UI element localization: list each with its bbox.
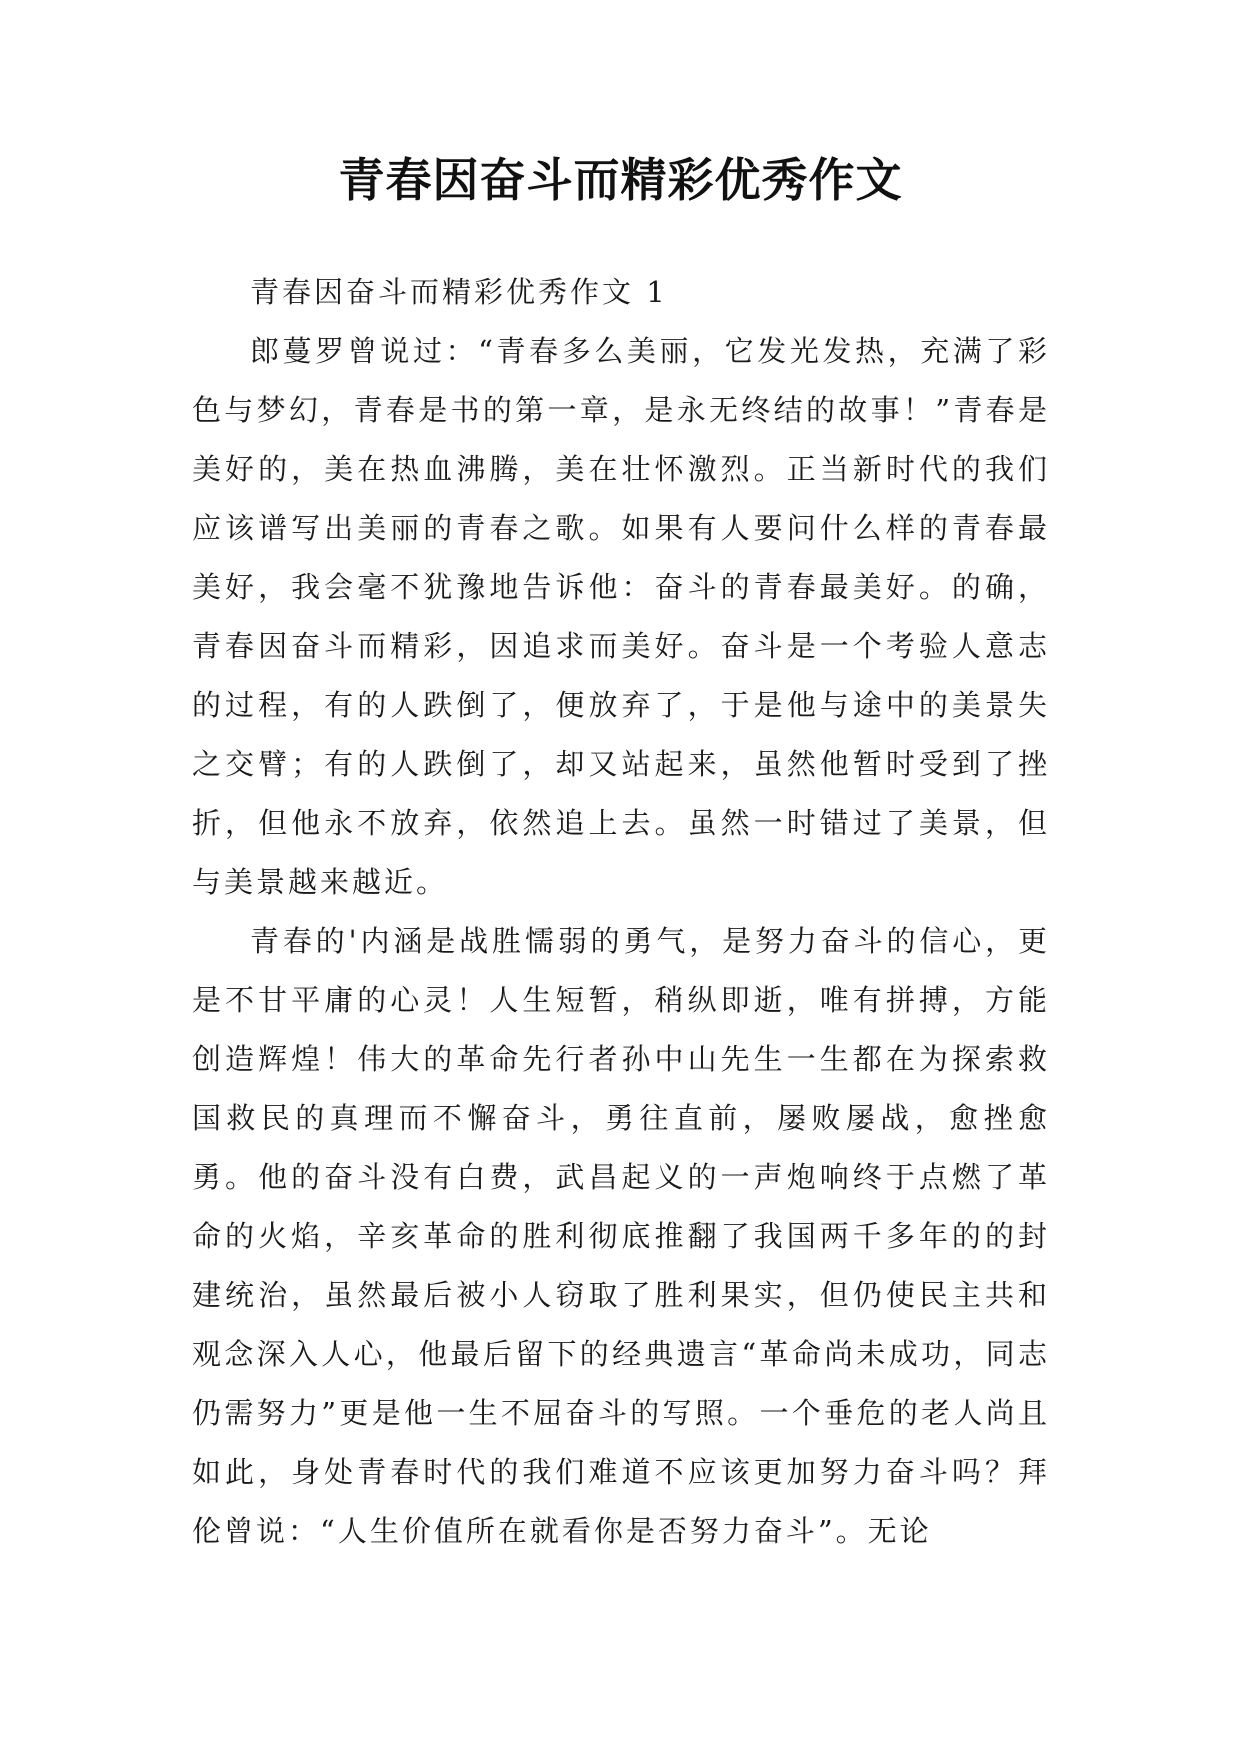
paragraph-2: 青春的'内涵是战胜懦弱的勇气，是努力奋斗的信心，更是不甘平庸的心灵！人生短暂，稍纵即逝，唯有拼搏，方能创造辉煌！伟大的革命先行者孙中山先生一生都在为探索救国救民的真理而不懈奋斗，勇往直前，屡败屡战，愈挫愈勇。他的奋斗没有白费，武昌起义的一声炮响终于点燃了革命的火焰，辛亥革命的胜利彻底推翻了我国两千多年的的封建统治，虽然最后被小人窃取了胜利果实，但仍使民主共和观念深入人心，他最后留下的经典遗言“革命尚未成功，同志仍需努力”更是他一生不屈奋斗的写照。一个垂危的老人尚且如此，身处青春时代的我们难道不应该更加努力奋斗吗？拜伦曾说：“人生价值所在就看你是否努力奋斗”。无论	[192, 924, 1050, 1548]
paragraph-1: 郎蔓罗曾说过：“青春多么美丽，它发光发热，充满了彩色与梦幻，青春是书的第一章，是永无终结的故事！”青春是美好的，美在热血沸腾，美在壮怀激烈。正当新时代的我们应该谱写出美丽的青春之歌。如果有人要问什么样的青春最美好，我会毫不犹豫地告诉他：奋斗的青春最美好。的确，青春因奋斗而精彩，因追求而美好。奋斗是一个考验人意志的过程，有的人跌倒了，便放弃了，于是他与途中的美景失之交臂；有的人跌倒了，却又站起来，虽然他暂时受到了挫折，但他永不放弃，依然追上去。虽然一时错过了美景，但与美景越来越近。	[192, 334, 1050, 899]
document-title: 青春因奋斗而精彩优秀作文	[338, 153, 903, 207]
document-body	[192, 263, 1050, 1561]
paragraph-heading: 青春因奋斗而精彩优秀作文 1	[250, 275, 668, 309]
